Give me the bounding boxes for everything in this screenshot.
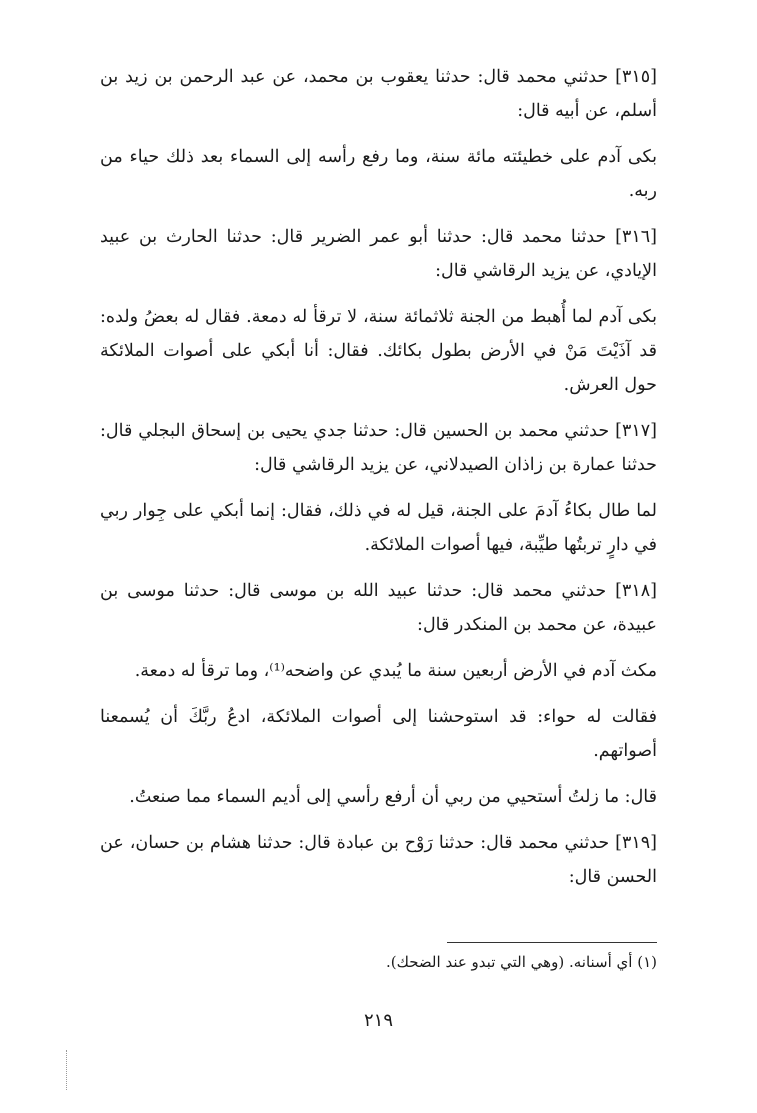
hadith-315-isnad: [٣١٥] حدثني محمد قال: حدثنا يعقوب بن محمد، عن عبد الرحمن بن زيد بن أسلم، عن أبيه قال:: [100, 67, 657, 121]
hadith-319-isnad: [٣١٩] حدثني محمد قال: حدثنا رَوْح بن عبادة قال: حدثنا هشام بن حسان، عن الحسن قال:: [100, 833, 657, 887]
page-number: ٢١٩: [363, 1010, 393, 1031]
footnote-divider: [447, 942, 657, 943]
hadith-318-text-2: فقالت له حواء: قد استوحشنا إلى أصوات الملائكة، ادعُ ربَّكَ أن يُسمعنا أصواتهم.: [100, 707, 657, 761]
hadith-316-isnad: [٣١٦] حدثنا محمد قال: حدثنا أبو عمر الضرير قال: حدثنا الحارث بن عبيد الإيادي، عن يزيد الرقاشي قال:: [100, 227, 657, 281]
hadith-316-text: بكى آدم لما أُهبط من الجنة ثلاثمائة سنة، لا ترقأ له دمعة. فقال له بعضُ ولده: قد آذَيْتَ مَنْ في الأرض بطول بكائك. فقال: أنا أبكي على أصوات الملائكة حول العرش.: [100, 307, 657, 395]
page-body: [100, 60, 657, 906]
hadith-315-text: بكى آدم على خطيئته مائة سنة، وما رفع رأسه إلى السماء بعد ذلك حياء من ربه.: [100, 147, 657, 201]
hadith-318-isnad: [٣١٨] حدثني محمد قال: حدثنا عبيد الله بن موسى قال: حدثنا موسى بن عبيدة، عن محمد بن المنكدر قال:: [100, 581, 657, 635]
hadith-317-isnad: [٣١٧] حدثني محمد بن الحسين قال: حدثنا جدي يحيى بن إسحاق البجلي قال: حدثنا عمارة بن زاذان الصيدلاني، عن يزيد الرقاشي قال:: [100, 421, 657, 475]
hadith-318-text: مكث آدم في الأرض أربعين سنة ما يُبدي عن واضحه⁽¹⁾، وما ترقأ له دمعة.: [134, 661, 657, 681]
hadith-317-text: لما طال بكاءُ آدمَ على الجنة، قيل له في ذلك، فقال: إنما أبكي على جِوار ربي في دارٍ تربتُها طيِّبة، فيها أصوات الملائكة.: [100, 501, 657, 555]
margin-mark: [66, 1050, 67, 1090]
hadith-318-text-3: قال: ما زلتُ أستحيي من ربي أن أرفع رأسي إلى أديم السماء مما صنعتُ.: [129, 787, 657, 807]
footnote: (١) أي أسنانه. (وهي التي تبدو عند الضحك).: [385, 953, 657, 971]
